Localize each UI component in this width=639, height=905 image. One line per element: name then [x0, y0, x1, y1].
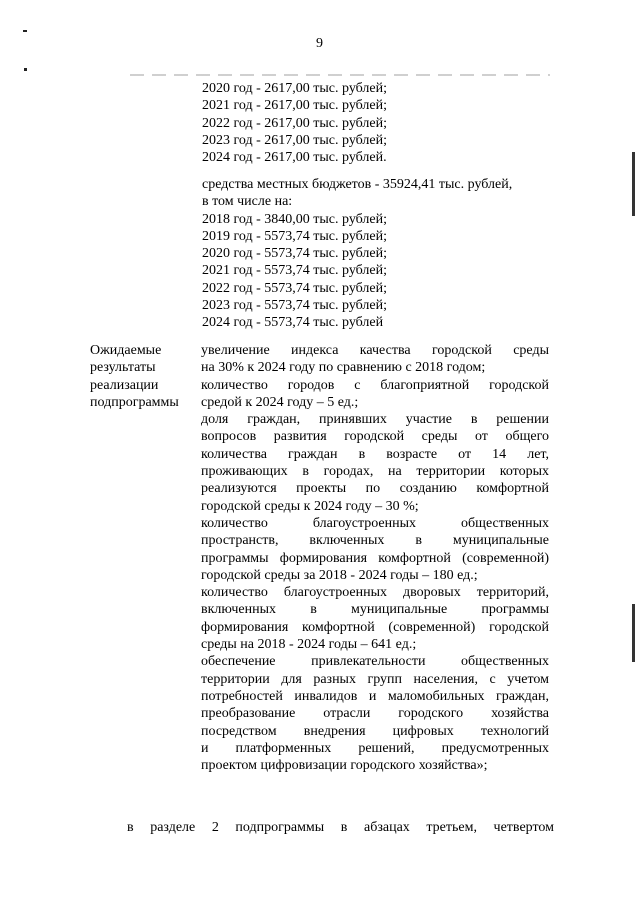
- results-line: увеличение индекса качества городской среды: [201, 343, 549, 358]
- results-line: формирования комфортной (современной) городской: [201, 619, 549, 635]
- results-line: среды на 2018 - 2024 годы – 641 ед.;: [201, 637, 417, 653]
- local-budget-year-line: 2023 год - 5573,74 тыс. рублей;: [202, 298, 388, 314]
- label-line: результаты: [90, 360, 156, 376]
- local-budget-year-line: 2020 год - 5573,74 тыс. рублей;: [202, 246, 388, 262]
- results-line: на 30% к 2024 году по сравнению с 2018 годом;: [201, 360, 486, 376]
- results-line: реализуются проекты по созданию комфортной: [201, 481, 549, 497]
- final-paragraph: [127, 819, 554, 836]
- local-budget-year-line: 2021 год - 5573,74 тыс. рублей;: [202, 263, 388, 279]
- results-line: преобразование отрасли городского хозяйства: [201, 706, 549, 722]
- results-line: вопросов развития городской среды от общего: [201, 429, 549, 445]
- expected-results-text: [201, 342, 549, 774]
- results-line: количество благоустроенных общественных: [201, 515, 549, 531]
- local-budget-year-line: 2022 год - 5573,74 тыс. рублей;: [202, 280, 388, 296]
- funding-year-line: 2020 год - 2617,00 тыс. рублей;: [202, 81, 388, 96]
- results-line: городской среды к 2024 году – 30 %;: [201, 498, 419, 514]
- label-line: подпрограммы: [90, 394, 179, 410]
- results-line: средой к 2024 году – 5 ед.;: [201, 394, 359, 410]
- page-number: 9: [316, 36, 323, 51]
- results-line: программы формирования комфортной (современной): [201, 550, 549, 566]
- results-line: территории для разных групп населения, с учетом: [201, 671, 549, 687]
- results-line: проживающих в городах, на территории которых: [201, 464, 549, 480]
- results-line: проектом цифровизации городского хозяйства»;: [201, 758, 488, 774]
- local-budget-year-line: 2018 год - 3840,00 тыс. рублей;: [202, 211, 388, 227]
- scan-speck: [23, 30, 27, 32]
- scan-edge-mark: [632, 604, 635, 662]
- cut-off-text-remnant: [130, 74, 550, 76]
- results-line: количества граждан в возрасте от 14 лет,: [201, 446, 549, 462]
- results-line: количество городов с благоприятной городской: [201, 377, 549, 393]
- results-line: потребностей инвалидов и маломобильных граждан,: [201, 688, 549, 704]
- local-budget-year-line: 2019 год - 5573,74 тыс. рублей;: [202, 228, 388, 244]
- results-line: обеспечение привлекательности общественных: [201, 654, 549, 670]
- funding-year-line: 2021 год - 2617,00 тыс. рублей;: [202, 98, 388, 114]
- label-line: Ожидаемые: [90, 343, 162, 358]
- scan-speck: [24, 68, 27, 71]
- final-paragraph-line: в разделе 2 подпрограммы в абзацах третьем, четвертом: [127, 820, 554, 835]
- results-line: доля граждан, принявших участие в решении: [201, 412, 549, 428]
- local-budget-year-line: 2024 год - 5573,74 тыс. рублей: [202, 315, 384, 331]
- funding-year-line: 2024 год - 2617,00 тыс. рублей.: [202, 150, 387, 166]
- results-line: количество благоустроенных дворовых территорий,: [201, 585, 549, 601]
- results-line: городской среды за 2018 - 2024 годы – 180 ед.;: [201, 567, 478, 583]
- expected-results-label: [90, 342, 179, 411]
- federal-funding-years: [202, 80, 387, 166]
- local-budget-header: средства местных бюджетов - 35924,41 тыс. рублей,: [202, 177, 513, 192]
- label-line: реализации: [90, 377, 159, 393]
- local-budget-section: [202, 176, 512, 332]
- results-line: пространств, включенных в муниципальные: [201, 533, 549, 549]
- results-line: и платформенных решений, предусмотренных: [201, 740, 549, 756]
- funding-year-line: 2022 год - 2617,00 тыс. рублей;: [202, 115, 388, 131]
- local-budget-subheader: в том числе на:: [202, 194, 293, 210]
- scan-edge-mark: [632, 152, 635, 216]
- results-line: включенных в муниципальные программы: [201, 602, 549, 618]
- funding-year-line: 2023 год - 2617,00 тыс. рублей;: [202, 132, 388, 148]
- results-line: посредством внедрения цифровых технологий: [201, 723, 549, 739]
